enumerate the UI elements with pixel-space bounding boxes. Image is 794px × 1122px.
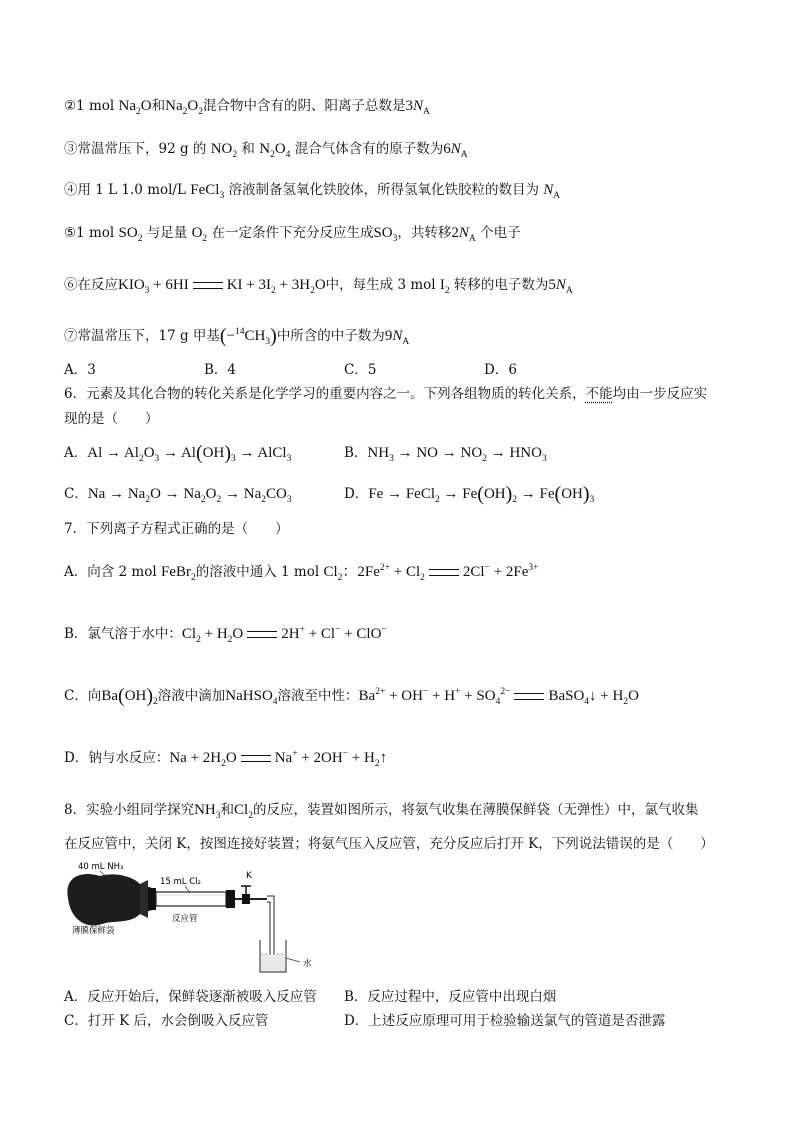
item-3: ③常温常压下，92 g 的 $NO_2$ 和 $N_2O_4$ 混合气体含有的原子数为$6N_A$	[64, 141, 468, 160]
q8-option-b[interactable]: B．反应过程中，反应管中出现白烟	[344, 989, 557, 1005]
item-5: ⑤1 mol $SO_2$ 与足量 $O_2$ 在一定条件下充分反应生成$SO_3$，共转移$2N_A$ 个电子	[64, 225, 521, 244]
q6-option-d[interactable]: D．Fe → FeCl$_2$ → $Fe(OH)_2 \to Fe(OH)_3$	[344, 483, 595, 505]
label-k: K	[246, 871, 252, 881]
q6-stem-line1: 6．元素及其化合物的转化关系是化学学习的重要内容之一。下列各组物质的转化关系，不能均由一步反应实	[64, 386, 708, 402]
q6-stem-line2: 现的是（ ）	[64, 411, 159, 427]
item-6: ⑥在反应$KIO_3 + 6HI$ KI + $3I_2 + 3H_2O$中，每生成 3 mol $I_2$ 转移的电子数为$5N_A$	[64, 277, 573, 296]
label-nh3: 40 mL NH₃	[78, 862, 124, 872]
q5-option-d[interactable]: D．6	[484, 362, 517, 378]
q7-option-c[interactable]: C．向$Ba(OH)_2$溶液中滴加NaHSO$_4$溶液至中性：$Ba^{2+} + OH^- + H^+ + SO_4^{2-}$ BaSO$_4$↓ + $H_2O$	[64, 685, 639, 707]
emphasis-dotted: 不能	[585, 386, 613, 402]
item-7: ⑦常温常压下，17 g 甲基$(-^{14}CH_3)$中所含的中子数为$9N_A$	[64, 325, 410, 347]
q7-stem: 7．下列离子方程式正确的是（ ）	[64, 521, 289, 537]
q8-option-c[interactable]: C．打开 K 后，水会倒吸入反应管	[64, 1013, 269, 1029]
label-tube: 反应管	[172, 914, 198, 924]
reaction-tube	[156, 892, 226, 906]
q8-option-d[interactable]: D．上述反应原理可用于检验输送氯气的管道是否泄露	[344, 1013, 666, 1029]
label-water: 水	[303, 959, 312, 969]
q7-option-b[interactable]: B．氯气溶于水中：$Cl_2 + H_2O$ 2H+ + Cl− + ClO−	[64, 625, 387, 645]
q5-option-a[interactable]: A．3	[64, 362, 96, 378]
q7-option-d[interactable]: D．钠与水反应：$Na + 2H_2O$ $Na^+ + 2OH^- + H_2↑$	[64, 749, 388, 769]
q7-option-a[interactable]: A．向含 2 mol FeBr$_2$的溶液中通入 1 mol $Cl_2$：$2Fe^{2+} + Cl_2$ $2Cl^- + 2Fe^{3+}$	[64, 563, 539, 583]
q6-option-c[interactable]: C．$Na \to Na_2O \to Na_2O_2 \to Na_2CO_3$	[64, 486, 292, 505]
q6-option-b[interactable]: B．$NH_3$ → NO → $NO_2 \to HNO_3$	[344, 445, 547, 464]
q6-option-a[interactable]: A．$Al \to Al_2O_3 \to Al(OH)_3$ → AlCl$_3$	[64, 442, 292, 464]
q8-stem-line1: 8．实验小组同学探究$NH_3$和$Cl_2$的反应，装置如图所示，将氨气收集在薄膜保鲜袋（无弹性）中，氯气收集	[64, 802, 699, 821]
valve-k	[242, 894, 250, 904]
apparatus-figure	[60, 858, 340, 980]
item-4: ④用 1 L 1.0 mol/L FeCl$_3$ 溶液制备氢氧化铁胶体，所得氢氧化铁胶粒的数目为 $N_A$	[64, 182, 561, 201]
q8-option-a[interactable]: A．反应开始后，保鲜袋逐渐被吸入反应管	[64, 989, 317, 1005]
q5-option-c[interactable]: C．5	[344, 362, 377, 378]
plastic-bag	[67, 874, 152, 925]
item-2: ②1 mol $Na_2O$和$Na_2O_2$混合物中含有的阴、阳离子总数是$3N_A$	[64, 98, 430, 117]
q5-option-b[interactable]: B．4	[204, 362, 237, 378]
q8-stem-line2: 在反应管中，关闭 K，按图连接好装置；将氨气压入反应管，充分反应后打开 K，下列说法错误的是（ ）	[64, 836, 714, 852]
label-cl2: 15 mL Cl₂	[160, 877, 201, 887]
label-bag: 薄膜保鲜袋	[72, 926, 115, 936]
